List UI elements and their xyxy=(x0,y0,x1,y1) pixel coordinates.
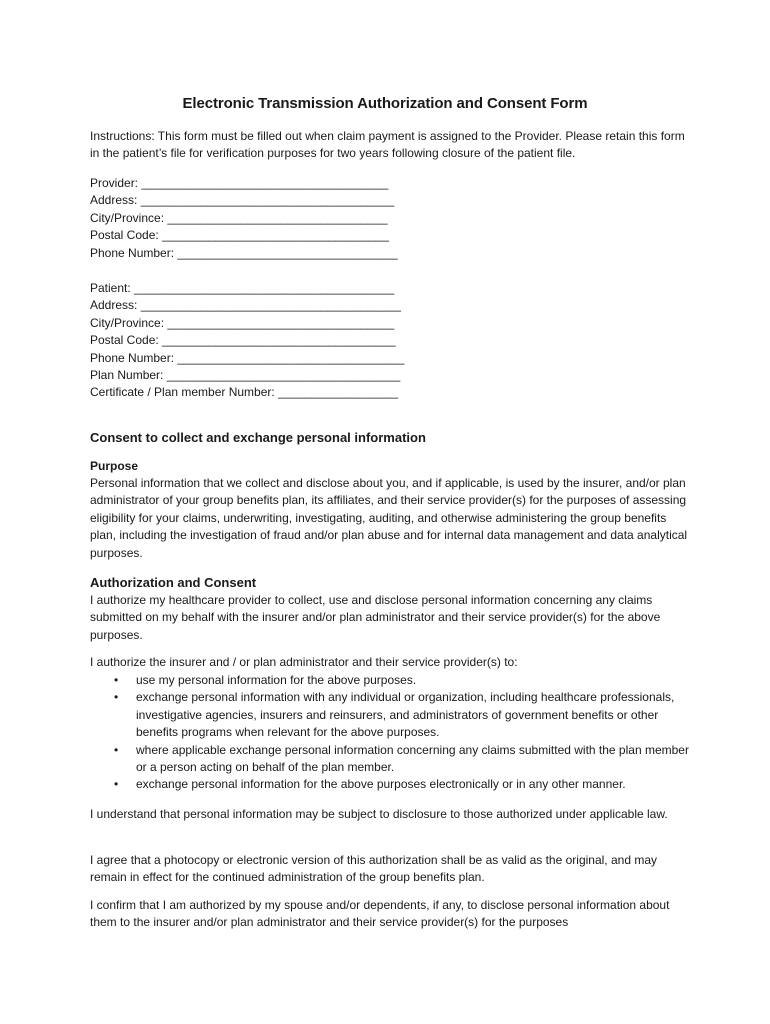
provider-city-field: City/Province: _________________________________ xyxy=(90,210,388,225)
purpose-text: Personal information that we collect and disclose about you, and if applicable, is used by the insurer, and/or plan administrator of your group benefits plan, its affiliates, and their service provider(s) for the purposes of assessing eligibility for your claims, underwriting, investigating, auditing, and otherwise administering the group benefits plan, including the investigation of fraud and/or plan abuse and for internal data management and data analytical purposes. xyxy=(90,476,688,560)
authorization-heading: Authorization and Consent xyxy=(90,575,257,590)
patient-field: Patient: _______________________________________ xyxy=(90,281,395,295)
plan-number-field: Plan Number: ___________________________________ xyxy=(90,368,401,383)
provider-fields xyxy=(90,175,398,262)
list-item: • where applicable exchange personal information concerning any claims submitted with the plan member or a person acting on behalf of the plan member. xyxy=(114,742,689,775)
bullet-icon: • xyxy=(114,742,119,757)
confirm-text: I confirm that I am authorized by my spouse and/or dependents, if any, to disclose personal information about them to the insurer and/or plan administrator and their service provider(s) for the purposes xyxy=(90,898,670,930)
patient-phone-field: Phone Number: __________________________________ xyxy=(90,350,405,365)
authorization-text: I authorize my healthcare provider to collect, use and disclose personal information concerning any claims submitted on my behalf with the insurer and/or plan administrator and their service provider(s) for the above purposes. xyxy=(90,593,661,642)
authorize-intro: I authorize the insurer and / or plan administrator and their service provider(s) to: xyxy=(90,655,518,669)
provider-address-field: Address: ______________________________________ xyxy=(90,193,395,208)
photocopy-text: I agree that a photocopy or electronic version of this authorization shall be as valid as the original, and may remain in effect for the continued administration of the group benefits plan. xyxy=(90,853,657,885)
consent-heading: Consent to collect and exchange personal information xyxy=(90,430,426,445)
authorization-list xyxy=(90,672,690,794)
provider-field: Provider: _____________________________________ xyxy=(90,176,389,190)
purpose-heading: Purpose xyxy=(90,459,139,473)
bullet-icon: • xyxy=(114,690,119,705)
provider-phone-field: Phone Number: _________________________________ xyxy=(90,245,398,260)
provider-postal-field: Postal Code: __________________________________ xyxy=(90,228,389,243)
patient-city-field: City/Province: __________________________________ xyxy=(90,315,395,330)
list-item: • exchange personal information with any individual or organization, including healthcare professionals, investigative agencies, insurers and reinsurers, and administrators of government benefits or other benefits programs when relevant for the above purposes. xyxy=(114,690,675,740)
list-item: • use my personal information for the above purposes. xyxy=(90,672,690,689)
instructions-text: Instructions: This form must be filled out when claim payment is assigned to the Provider. Please retain this form in the patient’s file for verification purposes for two years following closure of the patient file. xyxy=(90,129,685,161)
bullet-icon: • xyxy=(114,777,119,792)
bullet-icon: • xyxy=(114,673,119,687)
disclosure-text: I understand that personal information may be subject to disclosure to those authorized under applicable law. xyxy=(90,807,668,821)
list-item: • exchange personal information for the above purposes electronically or in any other manner. xyxy=(90,776,690,793)
patient-fields xyxy=(90,280,404,402)
patient-address-field: Address: _______________________________________ xyxy=(90,298,401,313)
form-title: Electronic Transmission Authorization and Consent Form xyxy=(182,95,588,112)
certificate-number-field: Certificate / Plan member Number: __________________ xyxy=(90,385,399,400)
patient-postal-field: Postal Code: ___________________________________ xyxy=(90,333,396,348)
